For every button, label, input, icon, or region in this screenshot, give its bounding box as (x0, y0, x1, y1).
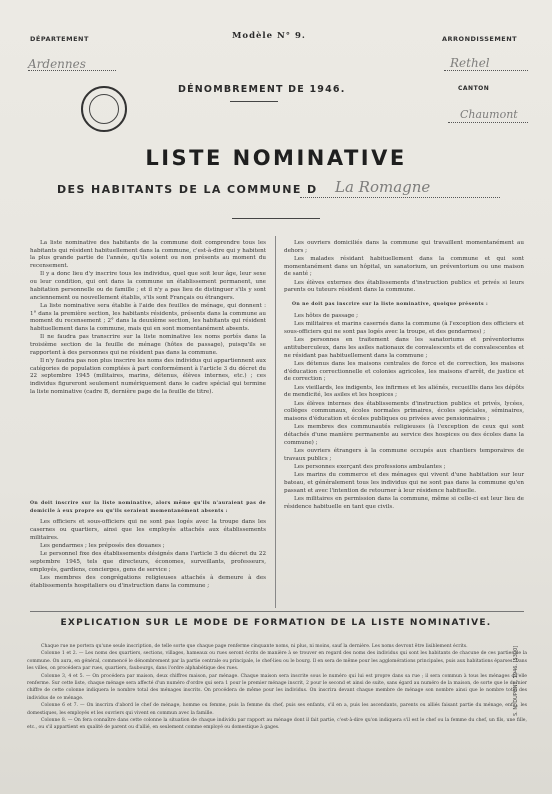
explanation-text (27, 643, 527, 732)
commune-handwriting: La Romagne (335, 178, 431, 196)
census-title: DÉNOMBREMENT DE 1946. (178, 84, 346, 95)
right-paragraph: Les élèves internes des établissements d'instruction publics et privés, lycées, collèges communaux, écoles normales primaires, écoles spéciales, séminaires, maisons d'éducation et écoles publiques ou privées avec pensionnaires ; (284, 400, 524, 422)
left-paragraph: Il n'y faudra pas non plus inscrire les noms des individus qui appartiennent aux catégories de population comptées à part conformément à l'article 3 du décret du 22 septembre 1945 (militaires, marins, détenus, élèves internes, etc.) ; ces individus figureront seulement numériquement dans le cadre spécial qui termine la liste nominative (cadre B, dernière page de la feuille de titre). (30, 357, 266, 395)
right-paragraph: Les membres des communautés religieuses (à l'exception de ceux qui sont détachés d'une manière permanente au service des hospices ou des écoles dans la commune) ; (284, 424, 524, 446)
explanation-paragraph: Chaque rue ne portera qu'une seule inscription, de telle sorte que chaque page renferme cinquante noms, ni plus, ni moins, sauf la dernière. Les noms devront être lisiblement écrits. (41, 644, 468, 649)
right-paragraph: Les vieillards, les indigents, les infirmes et les aliénés, recueillis dans les dépôts de mendicité, les asiles et les hospices ; (284, 384, 524, 399)
commune-line (300, 197, 500, 198)
right-paragraph: Les personnes en traitement dans les sanatoriums et préventoriums antituberculeux, dans les asiles nationaux de convalescents et de convalescentes et ne résidant pas habituellement dans la commune ; (284, 337, 524, 359)
right-paragraph: Les militaires et marins casernés dans la commune (à l'exception des officiers et sous-officiers qui ne sont pas logés avec la troupe, et des gendarmes) ; (284, 321, 524, 335)
official-stamp (81, 86, 127, 132)
title-underline (232, 218, 320, 219)
arrondissement-line (444, 70, 528, 71)
explanation-paragraph: Colonne 8. — On fera connaître dans cette colonne la situation de chaque individu par rapport au ménage dont il fait partie, c'est-à-dire qu'on indiquera s'il est le chef ou la femme du chef, un fils, une fille, etc., ou s'il appartient en qualité de parent ou d'allié, en seulement comme employé ou domestique à gages. (27, 718, 527, 731)
right-paragraph: Les malades résidant habituellement dans la commune et qui sont momentanément dans un hôpital, un sanatorium, un préventorium ou une maison de santé ; (284, 256, 524, 278)
model-number: Modèle N° 9. (232, 31, 306, 41)
left-column (30, 240, 266, 397)
departement-handwriting: Ardennes (28, 57, 86, 71)
left-paragraph: Les officiers et sous-officiers qui ne sont pas logés avec la troupe dans les casernes ou quartiers, ainsi que les employés attachés aux établissements militaires. (30, 519, 266, 541)
arrondissement-handwriting: Rethel (450, 56, 490, 70)
canton-handwriting: Chaumont (460, 108, 518, 121)
explanation-paragraph: Colonne 1 et 2. — Les noms des quartiers, sections, villages, hameaux ou rues seront écrits de manière à se trouver en regard des noms des individus qui sont les habitants de chacune de ces parties de la commune. On aura, en général, commencé le dénombrement par la partie centrale ou principale, le chef-lieu ou le bourg. Il en sera de même pour les agglomérations principales, puis aux habitations éparses. Dans les villes, on procédera par rues, quartiers, faubourgs, dans l'ordre alphabétique des rues. (27, 651, 527, 672)
right-paragraph: Les ouvriers domiciliés dans la commune qui travaillent momentanément au dehors ; (284, 240, 524, 254)
right-paragraph: Les ouvriers étrangers à la commune occupés aux chantiers temporaires de travaux publics ; (284, 447, 524, 462)
document-title: LISTE NOMINATIVE (145, 146, 407, 170)
canton-line (448, 122, 528, 123)
explanation-title: EXPLICATION SUR LE MODE DE FORMATION DE LA LISTE NOMINATIVE. (60, 618, 492, 628)
explanation-paragraph: Colonne 3, 4 et 5. — On procédera par maison, deux chiffres maison, par ménage. Chaque maison sera inscrite sous le numéro qui lui est propre dans sa rue ; il sera commun à tous les ménages qu'elle renferme. Sur cette liste, chaque ménage sera affecté d'un numéro d'ordre qui sera 1 pour le premier ménage inscrit, 2 pour le second et ainsi de suite, sans égard au numéro de la maison, de sorte que le dernier chiffre de cette colonne indiquera le nombre total des ménages inscrits. On procédera de même pour les individus. On inscrira devant chaque membre de ménage son nombre ainsi que le nombre total des individus de ce ménage. (27, 673, 527, 701)
departement-label: DÉPARTEMENT (30, 35, 89, 43)
right-heading: On ne doit pas inscrire sur la liste nominative, quoique présents : (292, 302, 489, 308)
left-column-lower (30, 492, 266, 591)
column-divider (275, 236, 276, 608)
left-paragraph: Il ne faudra pas transcrire sur la liste nominative les noms portés dans la troisième section de la feuille de ménage (hôtes de passage), puisqu'ils se rapportent à des personnes qui ne résident pas dans la commune. (30, 334, 266, 356)
left-paragraph: Les gendarmes ; les préposés des douanes ; (40, 543, 165, 550)
left-paragraph: Les membres des congrégations religieuses attachés à demeure à des établissements hospitaliers ou d'instruction dans la commune ; (30, 575, 266, 589)
right-paragraph: Les détenus dans les maisons centrales de force et de correction, les maisons d'éducation correctionnelle et colonies agricoles, les maisons d'arrêt, de justice et de correction ; (284, 360, 524, 383)
left-paragraph: Le personnel fixe des établissements désignés dans l'article 3 du décret du 22 septembre 1945, tels que directeurs, économes, surveillants, professeurs, employés, gardiens, concierges, gens de service ; (30, 551, 266, 573)
right-paragraph: Les élèves externes des établissements d'instruction publics et privés si leurs parents ou tuteurs résident dans la commune. (284, 279, 524, 294)
left-heading: On doit inscrire sur la liste nominative, alors même qu'ils n'auraient pas de domicile à eux propre ou qu'ils seraient momentanément absents : (30, 501, 266, 514)
explanation-paragraph: Colonne 6 et 7. — On inscrira d'abord le chef de ménage, homme ou femme, puis la femme du chef, puis ses enfants, s'il en a, puis les ascendants, parents ou alliés faisant partie du ménage, enfin, les domestiques, les employés et les ouvriers qui vivent en commun avec la famille. (27, 703, 527, 716)
right-paragraph: Les marins du commerce et des ménages qui vivent d'une habitation sur leur bateau, et généralement tous les individus qui ne sont pas dans la commune qu'en passant et avec l'intention de retourner à leur résidence habituelle. (284, 472, 524, 494)
printer-side-note: S. N. DUPONT, 1946. [5300] (513, 645, 519, 716)
right-paragraph: Les personnes exerçant des professions ambulantes ; (294, 463, 446, 470)
arrondissement-label: ARRONDISSEMENT (442, 35, 518, 43)
section-rule (30, 611, 524, 612)
right-column (284, 240, 524, 512)
document-subtitle: DES HABITANTS DE LA COMMUNE D (57, 183, 318, 196)
left-paragraph: La liste nominative sera établie à l'aide des feuilles de ménage, qui donnent : 1° dans la première section, les habitants résidents, présents dans la commune au moment du recensement ; 2° dans la deuxième section, les habitants qui résident habituellement dans la commune, mais qui en sont momentanément absents. (30, 302, 266, 332)
census-underline (230, 101, 278, 102)
left-paragraph: La liste nominative des habitants de la commune doit comprendre tous les habitants qui résident habituellement dans la commune, c'est-à-dire qui y habitent la plus grande partie de l'année, qu'ils soient ou non présents au moment du recensement. (30, 240, 266, 270)
canton-label: CANTON (458, 85, 490, 92)
left-paragraph: Il y a donc lieu d'y inscrire tous les individus, quel que soit leur âge, leur sexe ou leur condition, qui ont dans la commune un établissement permanent, une habitation personnelle ou de famille ; et il n'y a pas lieu de distinguer s'ils y sont anciennement ou nouvellement établis, s'ils sont Français ou étrangers. (30, 271, 266, 301)
right-paragraph: Les hôtes de passage ; (294, 312, 359, 319)
right-paragraph: Les militaires en permission dans la commune, même si celle-ci est leur lieu de résidence habituelle en tant que civils. (284, 495, 524, 510)
